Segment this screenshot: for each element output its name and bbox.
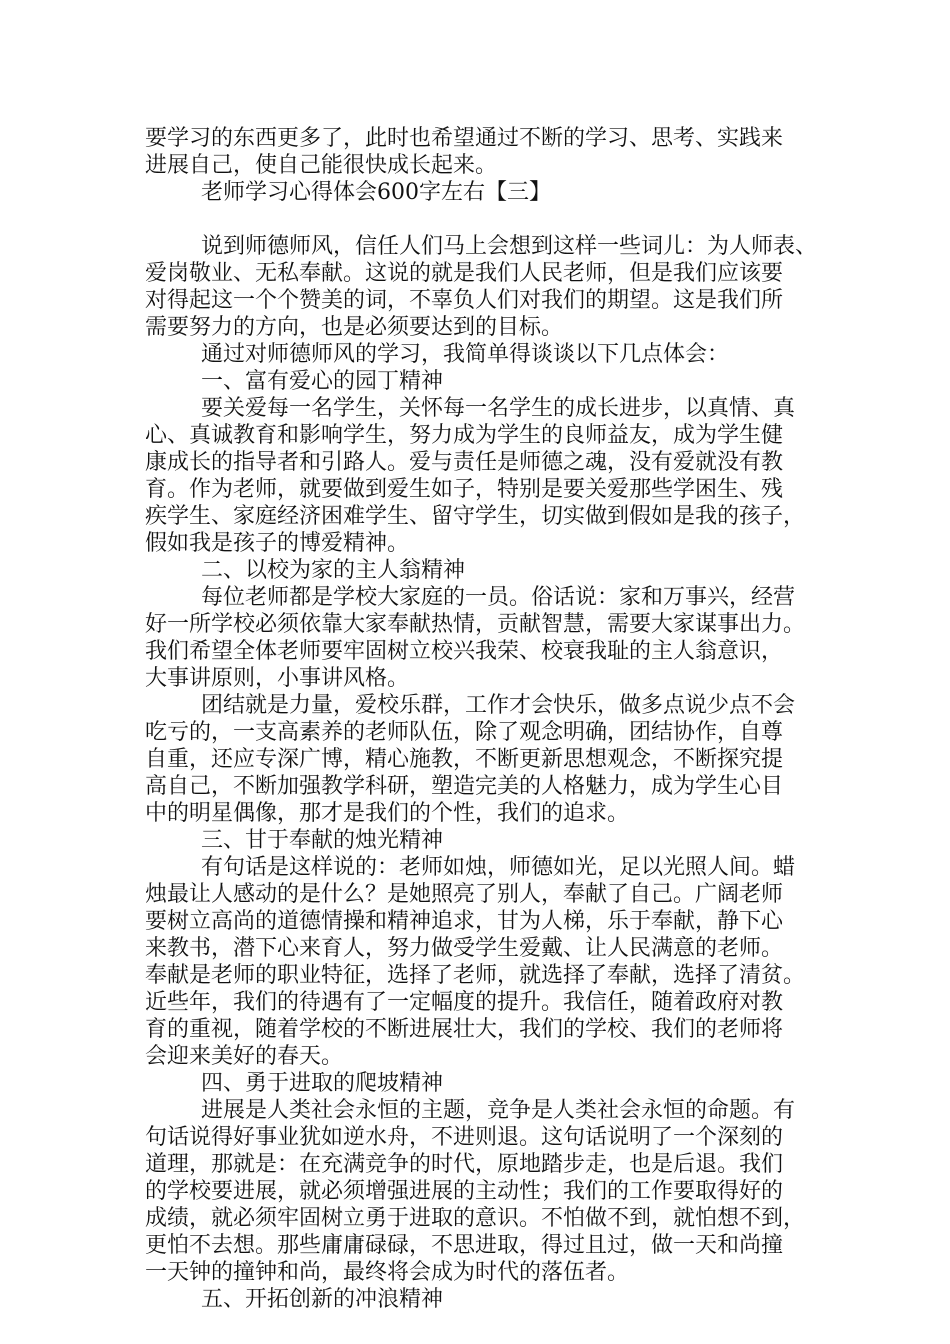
paragraph-line: 育。作为老师，就要做到爱生如子，特别是要关爱那些学困生、残 — [145, 477, 784, 502]
paragraph-line: 要树立高尚的道德情操和精神追求，甘为人梯，乐于奉献，静下心 — [145, 909, 784, 934]
paragraph-line: 大事讲原则，小事讲风格。 — [145, 666, 410, 691]
paragraph-line: 奉献是老师的职业特征，选择了老师，就选择了奉献，选择了清贫。 — [145, 963, 806, 988]
paragraph-line: 中的明星偶像，那才是我们的个性，我们的追求。 — [145, 801, 630, 826]
section-heading: 老师学习心得体会600字左右【三】 — [201, 180, 551, 205]
subheading: 五、开拓创新的冲浪精神 — [201, 1287, 444, 1312]
subheading: 二、以校为家的主人翁精神 — [201, 558, 466, 583]
paragraph-line: 近些年，我们的待遇有了一定幅度的提升。我信任，随着政府对教 — [145, 990, 784, 1015]
paragraph-line: 来教书，潜下心来育人，努力做受学生爱戴、让人民满意的老师。 — [145, 936, 784, 961]
paragraph-line: 每位老师都是学校大家庭的一员。俗话说：家和万事兴，经营 — [201, 585, 796, 610]
paragraph-line: 爱岗敬业、无私奉献。这说的就是我们人民老师，但是我们应该要 — [145, 261, 784, 286]
paragraph-line: 好一所学校必须依靠大家奉献热情，贡献智慧，需要大家谋事出力。 — [145, 612, 806, 637]
paragraph-line: 通过对师德师风的学习，我简单得谈谈以下几点体会： — [201, 342, 730, 367]
paragraph-line: 需要努力的方向，也是必须要达到的目标。 — [145, 315, 564, 340]
paragraph-line: 假如我是孩子的博爱精神。 — [145, 531, 410, 556]
paragraph-line: 吃亏的，一支高素养的老师队伍，除了观念明确，团结协作，自尊 — [145, 720, 784, 745]
paragraph-line: 进展自己，使自己能很快成长起来。 — [145, 153, 498, 178]
paragraph-line: 一天钟的撞钟和尚，最终将会成为时代的落伍者。 — [145, 1260, 630, 1285]
paragraph-line: 康成长的指导者和引路人。爱与责任是师德之魂，没有爱就没有教 — [145, 450, 784, 475]
subheading: 四、勇于进取的爬坡精神 — [201, 1071, 444, 1096]
paragraph-line: 我们希望全体老师要牢固树立校兴我荣、校衰我耻的主人翁意识， — [145, 639, 784, 664]
subheading: 三、甘于奉献的烛光精神 — [201, 828, 444, 853]
paragraph-line: 要关爱每一名学生，关怀每一名学生的成长进步，以真情、真 — [201, 396, 796, 421]
paragraph-line: 烛最让人感动的是什么？是她照亮了别人，奉献了自己。广阔老师 — [145, 882, 784, 907]
paragraph-line: 自重，还应专深广博，精心施教，不断更新思想观念，不断探究提 — [145, 747, 784, 772]
paragraph-line: 的学校要进展，就必须增强进展的主动性；我们的工作要取得好的 — [145, 1179, 784, 1204]
paragraph-line: 高自己，不断加强教学科研，塑造完美的人格魅力，成为学生心目 — [145, 774, 784, 799]
paragraph-line: 疾学生、家庭经济困难学生、留守学生，切实做到假如是我的孩子， — [145, 504, 806, 529]
paragraph-line: 成绩，就必须牢固树立勇于进取的意识。不怕做不到，就怕想不到， — [145, 1206, 806, 1231]
paragraph-line: 有句话是这样说的：老师如烛，师德如光，足以光照人间。蜡 — [201, 855, 796, 880]
paragraph-line: 句话说得好事业犹如逆水舟，不进则退。这句话说明了一个深刻的 — [145, 1125, 784, 1150]
paragraph-line: 说到师德师风，信任人们马上会想到这样一些词儿：为人师表、 — [201, 234, 818, 259]
paragraph-line: 会迎来美好的春天。 — [145, 1044, 344, 1069]
paragraph-line: 育的重视，随着学校的不断进展壮大，我们的学校、我们的老师将 — [145, 1017, 784, 1042]
paragraph-line: 心、真诚教育和影响学生，努力成为学生的良师益友，成为学生健 — [145, 423, 784, 448]
paragraph-line: 团结就是力量，爱校乐群，工作才会快乐，做多点说少点不会 — [201, 693, 796, 718]
paragraph-line: 道理，那就是：在充满竞争的时代，原地踏步走，也是后退。我们 — [145, 1152, 784, 1177]
paragraph-line: 对得起这一个个赞美的词，不辜负人们对我们的期望。这是我们所 — [145, 288, 784, 313]
paragraph-line: 更怕不去想。那些庸庸碌碌，不思进取，得过且过，做一天和尚撞 — [145, 1233, 784, 1258]
subheading: 一、富有爱心的园丁精神 — [201, 369, 444, 394]
paragraph-line: 进展是人类社会永恒的主题，竞争是人类社会永恒的命题。有 — [201, 1098, 796, 1123]
paragraph-line: 要学习的东西更多了，此时也希望通过不断的学习、思考、实践来 — [145, 126, 784, 151]
